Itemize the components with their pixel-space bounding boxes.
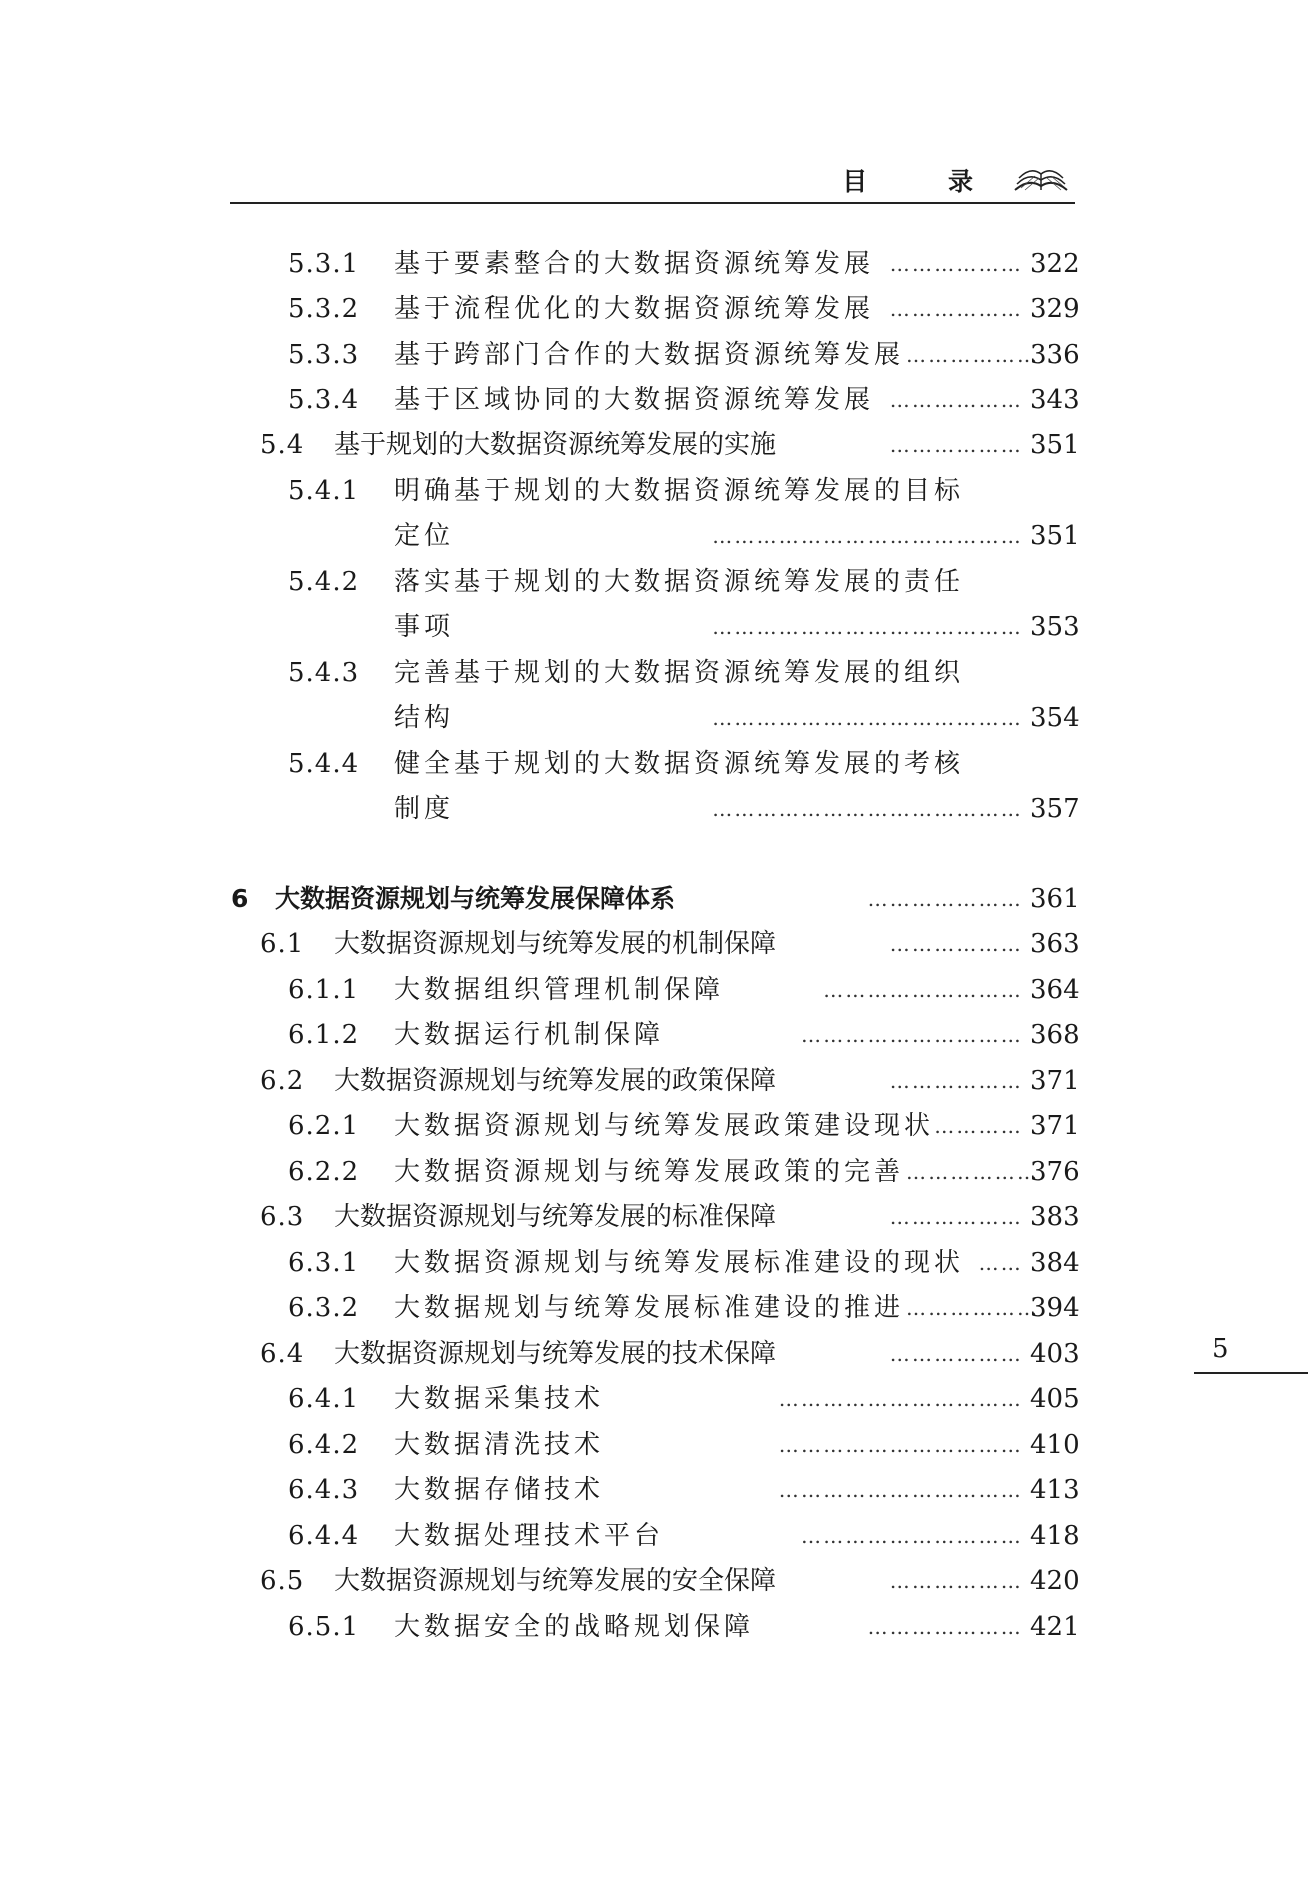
entry-number: 5.4.1 [288, 476, 360, 506]
leader-dots: ………………… [867, 1615, 1023, 1639]
entry-page: 371 [1030, 1066, 1080, 1096]
entry-title-continuation: 结构 [394, 703, 455, 733]
entry-page: 363 [1030, 929, 1080, 959]
leader-dots: …………………………………… [712, 706, 1023, 730]
entry-number: 5.3.3 [288, 340, 360, 370]
toc-entry-continuation[interactable] [0, 605, 1308, 649]
entry-page: 361 [1030, 884, 1080, 914]
leader-dots: ……………………… [823, 978, 1023, 1002]
entry-number: 6.4.3 [288, 1475, 360, 1505]
toc-entry-continuation[interactable] [0, 787, 1308, 831]
leader-dots: ……………… [889, 433, 1023, 457]
entry-title: 大数据资源规划与统筹发展的技术保障 [334, 1339, 777, 1369]
entry-title-continuation: 定位 [394, 521, 455, 551]
entry-page: 351 [1030, 521, 1080, 551]
entry-page: 413 [1030, 1475, 1080, 1505]
entry-page: 394 [1030, 1293, 1080, 1323]
toc-entry[interactable] [0, 1332, 1308, 1376]
entry-title: 基于跨部门合作的大数据资源统筹发展 [394, 340, 905, 370]
entry-number: 6.2.2 [288, 1157, 360, 1187]
toc-entry[interactable] [0, 423, 1308, 467]
leader-dots: …………………………… [778, 1478, 1023, 1502]
entry-number: 5.3.2 [288, 294, 360, 324]
toc-entry[interactable] [0, 333, 1308, 377]
entry-page: 410 [1030, 1430, 1080, 1460]
entry-page: 420 [1030, 1566, 1080, 1596]
leader-dots: ……………… [889, 252, 1023, 276]
entry-number: 6.4 [260, 1339, 305, 1369]
entry-page: 403 [1030, 1339, 1080, 1369]
entry-title: 大数据运行机制保障 [394, 1020, 665, 1050]
toc-entry-continuation[interactable] [0, 696, 1308, 740]
toc-entry[interactable] [0, 1013, 1308, 1057]
chapter-title: 大数据资源规划与统筹发展保障体系 [275, 884, 676, 913]
leader-dots: ……………… [906, 1160, 1040, 1184]
entry-page: 353 [1030, 612, 1080, 642]
leader-dots: ……………… [889, 297, 1023, 321]
toc-entry[interactable] [0, 1423, 1308, 1467]
toc-entry[interactable] [0, 560, 1308, 604]
entry-page: 357 [1030, 794, 1080, 824]
entry-title: 大数据存储技术 [394, 1475, 605, 1505]
entry-number: 5.4.2 [288, 567, 360, 597]
entry-number: 6.3 [260, 1202, 305, 1232]
entry-title: 大数据处理技术平台 [394, 1521, 665, 1551]
leader-dots: ……………… [889, 388, 1023, 412]
entry-title: 明确基于规划的大数据资源统筹发展的目标 [394, 476, 965, 506]
entry-number: 6.5 [260, 1566, 305, 1596]
leader-dots: ……………… [906, 343, 1040, 367]
leader-dots: ……………… [889, 1569, 1023, 1593]
entry-page: 418 [1030, 1521, 1080, 1551]
entry-title: 大数据资源规划与统筹发展的安全保障 [334, 1566, 777, 1596]
entry-title: 健全基于规划的大数据资源统筹发展的考核 [394, 749, 965, 779]
toc-entry[interactable] [0, 1514, 1308, 1558]
entry-title: 落实基于规划的大数据资源统筹发展的责任 [394, 567, 965, 597]
toc-entry-continuation[interactable] [0, 514, 1308, 558]
entry-page: 368 [1030, 1020, 1080, 1050]
entry-page: 405 [1030, 1384, 1080, 1414]
entry-page: 421 [1030, 1612, 1080, 1642]
toc-entry[interactable] [0, 1241, 1308, 1285]
entry-page: 383 [1030, 1202, 1080, 1232]
leader-dots: ………………… [867, 887, 1023, 911]
chapter-number: 6 [231, 884, 250, 913]
toc-entry[interactable] [0, 1104, 1308, 1148]
header-title: 目 录 [842, 167, 1009, 196]
entry-number: 6.4.4 [288, 1521, 360, 1551]
entry-title-continuation: 事项 [394, 612, 455, 642]
leader-dots: …… [978, 1251, 1023, 1275]
toc-entry[interactable] [0, 1195, 1308, 1239]
entry-number: 5.4.3 [288, 658, 360, 688]
entry-number: 5.3.4 [288, 385, 360, 415]
entry-title: 大数据组织管理机制保障 [394, 975, 725, 1005]
entry-title-continuation: 制度 [394, 794, 455, 824]
entry-page: 322 [1030, 249, 1080, 279]
entry-number: 6.3.1 [288, 1248, 360, 1278]
entry-page: 384 [1030, 1248, 1080, 1278]
leader-dots: ……………… [889, 1205, 1023, 1229]
toc-entry[interactable] [0, 651, 1308, 695]
leader-dots: ……………… [889, 1069, 1023, 1093]
entry-page: 376 [1030, 1157, 1080, 1187]
toc-entry[interactable] [0, 1468, 1308, 1512]
toc-entry[interactable] [0, 968, 1308, 1012]
toc-entry[interactable] [0, 1559, 1308, 1603]
toc-entry[interactable] [0, 469, 1308, 513]
toc-entry[interactable] [0, 1150, 1308, 1194]
entry-page: 351 [1030, 430, 1080, 460]
entry-number: 6.2 [260, 1066, 305, 1096]
leader-dots: ………… [934, 1114, 1023, 1138]
entry-number: 6.4.2 [288, 1430, 360, 1460]
entry-number: 6.3.2 [288, 1293, 360, 1323]
toc-entry[interactable] [0, 1286, 1308, 1330]
page-folio [1194, 1332, 1308, 1374]
entry-number: 5.3.1 [288, 249, 360, 279]
entry-page: 343 [1030, 385, 1080, 415]
toc-entry[interactable] [0, 242, 1308, 286]
toc-entry[interactable] [0, 922, 1308, 966]
entry-title: 大数据采集技术 [394, 1384, 605, 1414]
toc-entry[interactable] [0, 742, 1308, 786]
entry-number: 6.4.1 [288, 1384, 360, 1414]
entry-title: 基于要素整合的大数据资源统筹发展 [394, 249, 875, 279]
entry-title: 大数据资源规划与统筹发展政策的完善 [394, 1157, 905, 1187]
entry-title: 大数据清洗技术 [394, 1430, 605, 1460]
entry-title: 大数据规划与统筹发展标准建设的推进 [394, 1293, 905, 1323]
leader-dots: ………………………… [801, 1023, 1023, 1047]
entry-number: 6.5.1 [288, 1612, 360, 1642]
toc-entry[interactable] [0, 1377, 1308, 1421]
leader-dots: ……………… [906, 1296, 1040, 1320]
toc-entry[interactable] [0, 1605, 1308, 1649]
leader-dots: …………………………… [778, 1433, 1023, 1457]
entry-number: 6.1 [260, 929, 305, 959]
toc-chapter-entry[interactable] [0, 877, 1308, 921]
entry-page: 371 [1030, 1111, 1080, 1141]
entry-page: 336 [1030, 340, 1080, 370]
entry-title: 完善基于规划的大数据资源统筹发展的组织 [394, 658, 965, 688]
entry-page: 364 [1030, 975, 1080, 1005]
entry-title: 大数据资源规划与统筹发展标准建设的现状 [394, 1248, 965, 1278]
entry-title: 大数据资源规划与统筹发展的机制保障 [334, 929, 777, 959]
leader-dots: ……………… [889, 1342, 1023, 1366]
entry-title: 基于流程优化的大数据资源统筹发展 [394, 294, 875, 324]
entry-number: 5.4.4 [288, 749, 360, 779]
leader-dots: …………………………… [778, 1387, 1023, 1411]
entry-number: 6.1.2 [288, 1020, 360, 1050]
leader-dots: …………………………………… [712, 524, 1023, 548]
leader-dots: ……………… [889, 932, 1023, 956]
entry-number: 6.2.1 [288, 1111, 360, 1141]
leader-dots: ………………………… [801, 1524, 1023, 1548]
entry-title: 基于区域协同的大数据资源统筹发展 [394, 385, 875, 415]
entry-number: 6.1.1 [288, 975, 360, 1005]
entry-number: 5.4 [260, 430, 305, 460]
leader-dots: …………………………………… [712, 615, 1023, 639]
leader-dots: …………………………………… [712, 797, 1023, 821]
entry-page: 354 [1030, 703, 1080, 733]
entry-title: 大数据资源规划与统筹发展的政策保障 [334, 1066, 777, 1096]
entry-page: 329 [1030, 294, 1080, 324]
entry-title: 大数据资源规划与统筹发展的标准保障 [334, 1202, 777, 1232]
toc-entry[interactable] [0, 378, 1308, 422]
entry-title: 大数据安全的战略规划保障 [394, 1612, 755, 1642]
entry-title: 大数据资源规划与统筹发展政策建设现状 [394, 1111, 935, 1141]
toc-entry[interactable] [0, 1059, 1308, 1103]
entry-title: 基于规划的大数据资源统筹发展的实施 [334, 430, 777, 460]
toc-entry[interactable] [0, 287, 1308, 331]
page-number: 5 [1212, 1334, 1229, 1364]
